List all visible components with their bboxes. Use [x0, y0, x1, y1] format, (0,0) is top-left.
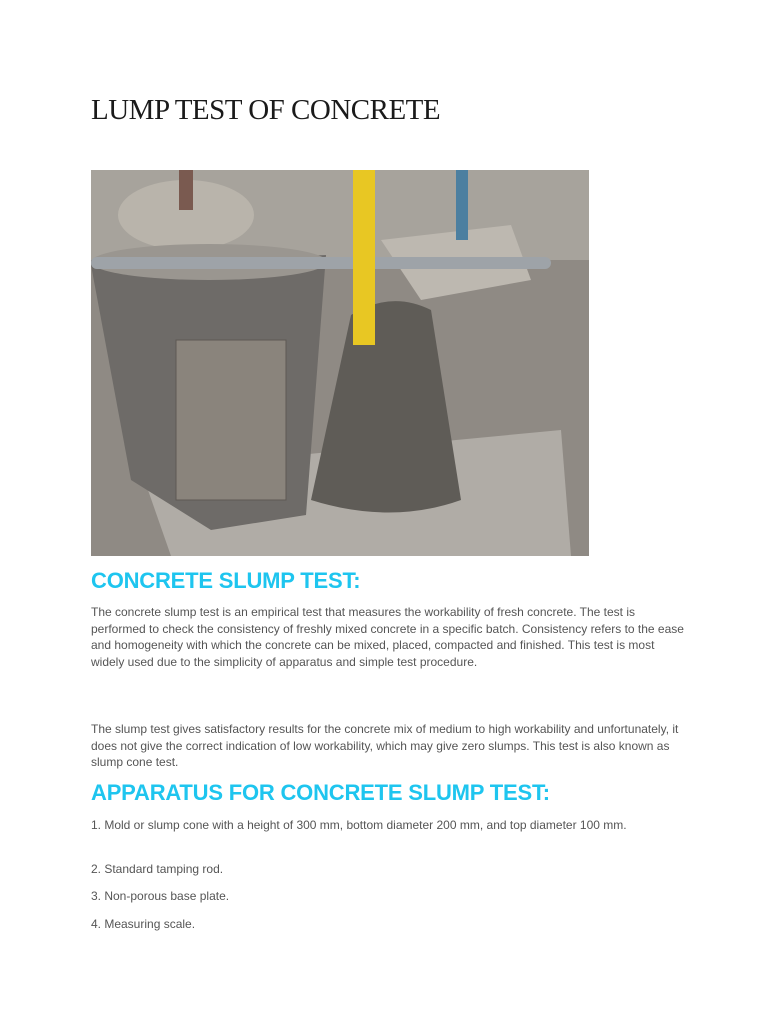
- section-heading: CONCRETE SLUMP TEST:: [91, 568, 361, 593]
- page-title: LUMP TEST OF CONCRETE: [91, 94, 441, 126]
- list-item: 1. Mold or slump cone with a height of 300 mm, bottom diameter 200 mm, and top diameter 100 mm.: [91, 818, 627, 832]
- tamping-rod: [91, 257, 551, 269]
- list-item: 4. Measuring scale.: [91, 917, 196, 931]
- list-item: 2. Standard tamping rod.: [91, 862, 224, 876]
- slump-test-photo: [91, 170, 589, 556]
- paragraph: The concrete slump test is an empirical test that measures the workability of fresh concrete. The test is performed to check the consistency of freshly mixed concrete in a specific batch. Consistency refers to the ease and homogeneity with which the concrete can be mixed, placed, compacted and finished. This test is most widely used due to the simplicity of apparatus and simple test procedure.: [91, 605, 684, 669]
- list-item: 3. Non-porous base plate.: [91, 889, 230, 903]
- paragraph: The slump test gives satisfactory results for the concrete mix of medium to high workability and unfortunately, it does not give the correct indication of low workability, which may give zero slumps. This test is also known as slump cone test.: [91, 722, 679, 769]
- section-heading: APPARATUS FOR CONCRETE SLUMP TEST:: [91, 780, 550, 805]
- measuring-tape: [353, 170, 375, 345]
- mold-handle: [176, 340, 286, 500]
